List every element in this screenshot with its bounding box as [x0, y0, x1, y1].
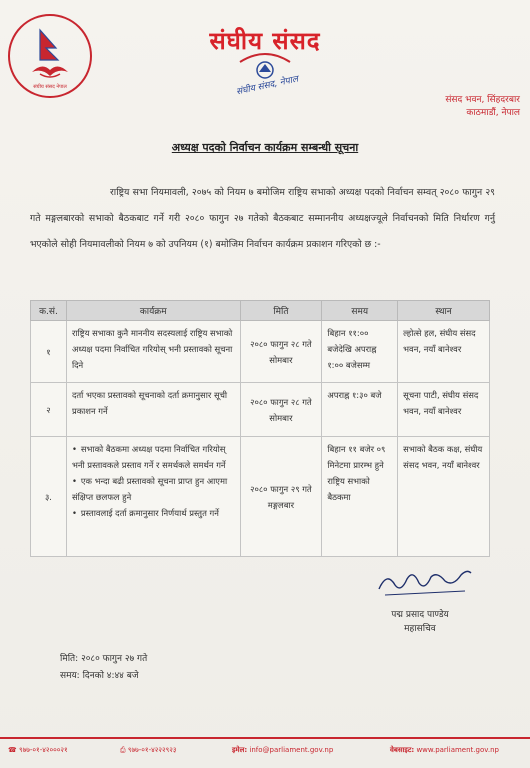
row-sn: १ — [31, 321, 67, 383]
notice-subject — [0, 140, 530, 155]
email-label: इमेल: — [232, 746, 248, 754]
notice-body: राष्ट्रिय सभा नियमावली, २०७५ को नियम ७ बमोजिम राष्ट्रिय सभाको अध्यक्ष पदको निर्वाचन सम्वत् २०८० फागुन २९ गते मङ्गलबारको सभाको बैठकबाट गर्ने गरी २०८० फागुन २७ गतेको बैठकबाट सम्माननीय अध्यक्षज्यूले निर्वाचनको मिति निर्धारण गर्नु भएकोले सोही नियमावलीको नियम ७ को उपनियम (१) बमोजिम निर्वाचन कार्यक्रम प्रकाशन गरिएको छ :- — [30, 187, 495, 250]
header-program: कार्यक्रम — [66, 301, 240, 321]
emblem-text: संघीय संसद नेपाल — [33, 84, 67, 90]
row-program — [66, 437, 240, 557]
footer-divider — [0, 737, 530, 739]
footer-email[interactable] — [232, 746, 333, 755]
address-line2: काठमाडौं, नेपाल — [466, 108, 520, 118]
address-block — [410, 94, 520, 120]
program-list-item: • एक भन्दा बढी प्रस्तावको सूचना प्राप्त हुन आएमा संक्षिप्त छलफल हुने — [72, 473, 235, 505]
footer-fax — [120, 746, 177, 755]
website-label: वेबसाइट: — [390, 746, 415, 754]
email-link[interactable]: info@parliament.gov.np — [249, 746, 334, 754]
signature-icon — [375, 563, 475, 601]
row-sn: ३. — [31, 437, 67, 557]
logo-subtitle: संघीय संसद, नेपाल — [235, 74, 300, 98]
signatory-designation: महासचिव — [404, 624, 436, 634]
program-list — [72, 441, 235, 521]
table-row — [31, 321, 490, 383]
fax-number: ९७७-०१-४२२२९२३ — [127, 746, 177, 754]
header-date: मिति — [240, 301, 322, 321]
phone-icon: ☎ — [8, 746, 17, 754]
row-program: राष्ट्रिय सभाका कुनै माननीय सदस्यलाई राष्ट्रिय सभाको अध्यक्ष पदमा निर्वाचित गरियोस् भनी प्रस्तावको सूचना दिने — [66, 321, 240, 383]
row-time: बिहान ११ बजेर ०९ मिनेटमा प्रारम्भ हुने राष्ट्रिय सभाको बैठकमा — [322, 437, 398, 557]
election-schedule-table — [30, 300, 490, 557]
header-time: समय — [322, 301, 398, 321]
fax-icon: ⎙ — [120, 746, 126, 754]
row-date: २०८० फागुन २९ गते मङ्गलबार — [240, 437, 322, 557]
issue-time: समय: दिनको ४:४४ बजे — [60, 671, 139, 681]
signatory-name: पद्म प्रसाद पाण्डेय — [391, 610, 449, 620]
header-place: स्थान — [398, 301, 490, 321]
subject-text: अध्यक्ष पदको निर्वाचन कार्यक्रम सम्बन्धी सूचना — [171, 141, 359, 154]
row-sn: २ — [31, 383, 67, 437]
footer-website[interactable] — [390, 746, 499, 755]
program-list-item: • प्रस्तावलाई दर्ता क्रमानुसार निर्णयार्थ प्रस्तुत गर्ने — [72, 505, 235, 521]
footer — [0, 743, 530, 761]
row-date: २०८० फागुन २८ गते सोमबार — [240, 383, 322, 437]
page-title: संघीय संसद — [209, 26, 321, 55]
issue-date: मिति: २०८० फागुन २७ गते — [60, 654, 148, 664]
row-program: दर्ता भएका प्रस्तावको सूचनाको दर्ता क्रमानुसार सूची प्रकाशन गर्ने — [66, 383, 240, 437]
row-place: सूचना पाटी, संघीय संसद भवन, नयाँ बानेश्वर — [398, 383, 490, 437]
row-place: सभाको बैठक कक्ष, संघीय संसद भवन, नयाँ बानेश्वर — [398, 437, 490, 557]
footer-phone — [8, 746, 68, 755]
issue-meta — [60, 651, 147, 685]
phone-number: ९७७-०१-४२०००२१ — [18, 746, 68, 754]
address-line1: संसद भवन, सिंहदरबार — [445, 95, 520, 105]
program-list-item: • सभाको बैठकमा अध्यक्ष पदमा निर्वाचित गरियोस् भनी प्रस्तावकले प्रस्ताव गर्ने र समर्थकले समर्थन गर्ने — [72, 441, 235, 473]
row-time: बिहान ११:०० बजेदेखि अपराह्न १:०० बजेसम्म — [322, 321, 398, 383]
signatory-block — [360, 608, 480, 636]
header-sn: क.सं. — [31, 301, 67, 321]
table-header-row — [31, 301, 490, 321]
row-place: ल्होत्से हल, संघीय संसद भवन, नयाँ बानेश्वर — [398, 321, 490, 383]
table-row — [31, 437, 490, 557]
row-time: अपराह्न १:३० बजे — [322, 383, 398, 437]
website-link[interactable]: www.parliament.gov.np — [416, 746, 499, 754]
row-date: २०८० फागुन २८ गते सोमबार — [240, 321, 322, 383]
table-row — [31, 383, 490, 437]
